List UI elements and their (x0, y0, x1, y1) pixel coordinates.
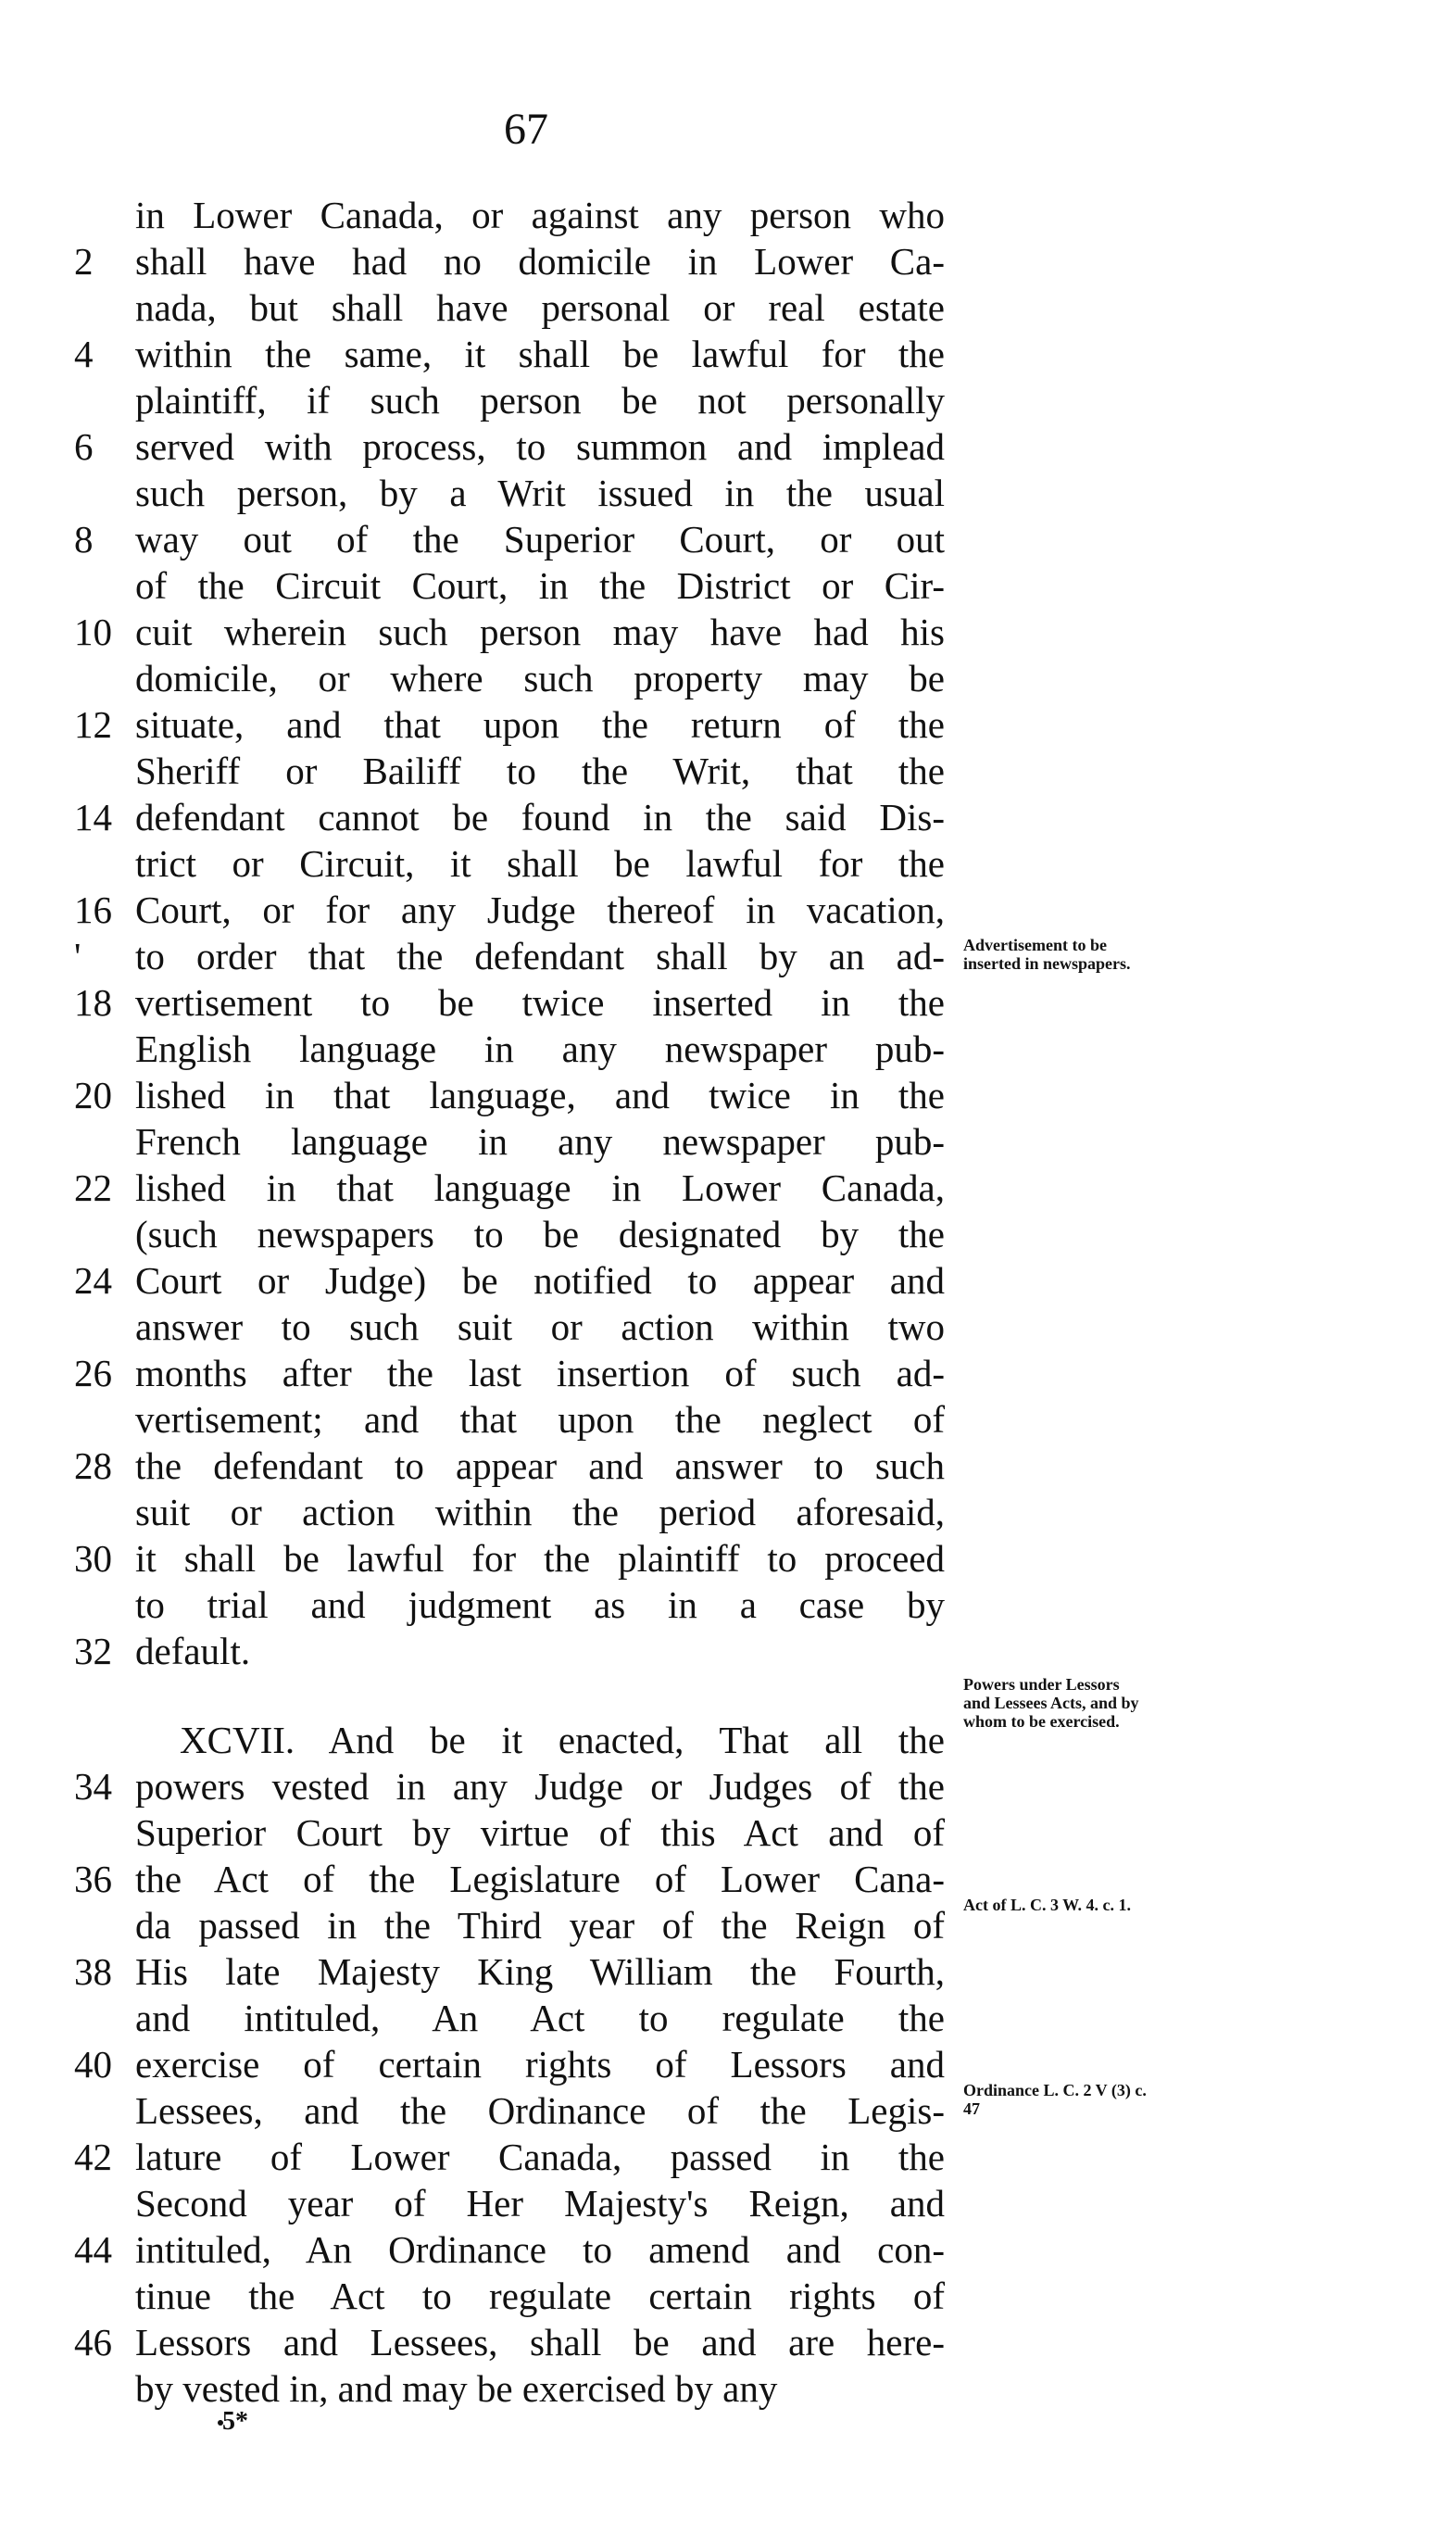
text-line (74, 979, 945, 1026)
text-line (74, 1535, 945, 1582)
text-line (74, 516, 945, 562)
line-text: the Act of the Legislature of Lower Cana- (135, 1858, 945, 1900)
line-text: Court, or for any Judge thereof in vacation, (135, 889, 945, 931)
line-text: trict or Circuit, it shall be lawful for the (135, 842, 945, 885)
line-text: French language in any newspaper pub- (135, 1120, 945, 1163)
line-number: 26 (74, 1352, 112, 1394)
line-text: Superior Court by virtue of this Act and of (135, 1811, 945, 1854)
line-text: lished in that language, and twice in the (135, 1074, 945, 1116)
line-number: 12 (74, 703, 112, 746)
text-line (74, 1902, 945, 1948)
line-number: 20 (74, 1074, 112, 1116)
line-number: 36 (74, 1858, 112, 1900)
line-number: 34 (74, 1765, 112, 1808)
line-text: served with process, to summon and implead (135, 425, 945, 468)
margin-note-powers: Powers under Lessors and Lessees Acts, and by whom to be exercised. (963, 1675, 1139, 1731)
line-text: exercise of certain rights of Lessors and (135, 2043, 945, 2086)
line-text: Lessors and Lessees, shall be and are here- (135, 2321, 945, 2363)
line-text: da passed in the Third year of the Reign of (135, 1904, 945, 1947)
margin-note-act: Act of L. C. 3 W. 4. c. 1. (963, 1896, 1131, 1914)
line-text: lished in that language in Lower Canada, (135, 1166, 945, 1209)
line-text: within the same, it shall be lawful for the (135, 333, 945, 375)
margin-note-ordinance: Ordinance L. C. 2 V (3) c. 47 (963, 2081, 1147, 2118)
line-text: nada, but shall have personal or real estate (135, 286, 945, 329)
text-line (74, 1489, 945, 1535)
line-text: XCVII. And be it enacted, That all the (180, 1719, 945, 1761)
line-text: His late Majesty King William the Fourth, (135, 1950, 945, 1993)
text-line (74, 238, 945, 284)
line-text: of the Circuit Court, in the District or Cir- (135, 564, 945, 607)
text-line (74, 840, 945, 887)
line-text: cuit wherein such person may have had his (135, 611, 945, 653)
text-line (74, 1211, 945, 1257)
body-text (74, 192, 945, 2412)
line-text: such person, by a Writ issued in the usual (135, 472, 945, 514)
paragraph-1 (74, 192, 945, 1674)
text-line (74, 933, 945, 979)
line-number: 44 (74, 2228, 112, 2271)
text-line (74, 1856, 945, 1902)
text-line (74, 1350, 945, 1396)
line-number: 2 (74, 240, 94, 283)
text-line (74, 2273, 945, 2319)
line-text: tinue the Act to regulate certain rights of (135, 2275, 945, 2317)
text-line (74, 470, 945, 516)
line-text: plaintiff, if such person be not personally (135, 379, 945, 422)
line-number: 38 (74, 1950, 112, 1993)
text-line (74, 562, 945, 609)
line-text: situate, and that upon the return of the (135, 703, 945, 746)
line-text: (such newspapers to be designated by the (135, 1213, 945, 1255)
line-number: 24 (74, 1259, 112, 1302)
line-number: 4 (74, 333, 94, 375)
line-number: ' (74, 935, 82, 977)
text-line (74, 2180, 945, 2226)
line-text: answer to such suit or action within two (135, 1305, 945, 1348)
line-text: Lessees, and the Ordinance of the Legis- (135, 2089, 945, 2132)
line-text: the defendant to appear and answer to such (135, 1444, 945, 1487)
text-line (74, 1396, 945, 1443)
text-line (74, 2319, 945, 2365)
paragraph-2 (74, 1717, 945, 2412)
line-number: 14 (74, 796, 112, 838)
page-number: 67 (504, 105, 548, 154)
line-text: by vested in, and may be exercised by any (135, 2367, 778, 2410)
line-number: 30 (74, 1537, 112, 1580)
text-line (74, 192, 945, 238)
line-text: in Lower Canada, or against any person who (135, 194, 945, 236)
line-number: 28 (74, 1444, 112, 1487)
line-text: Court or Judge) be notified to appear and (135, 1259, 945, 1302)
line-text: domicile, or where such property may be (135, 657, 945, 700)
line-number: 18 (74, 981, 112, 1024)
line-text: default. (135, 1630, 251, 1672)
text-line (74, 2134, 945, 2180)
text-line (74, 1948, 945, 1995)
signature-mark: 5* (222, 2407, 248, 2436)
margin-note-advertisement: Advertisement to be inserted in newspapers. (963, 936, 1131, 973)
line-text: shall have had no domicile in Lower Ca- (135, 240, 945, 283)
text-line (74, 2087, 945, 2134)
text-line (74, 1026, 945, 1072)
text-line (74, 794, 945, 840)
line-text: it shall be lawful for the plaintiff to proceed (135, 1537, 945, 1580)
line-text: way out of the Superior Court, or out (135, 518, 945, 561)
text-line (74, 748, 945, 794)
line-number: 10 (74, 611, 112, 653)
line-text: English language in any newspaper pub- (135, 1027, 945, 1070)
line-text: vertisement; and that upon the neglect of (135, 1398, 945, 1441)
line-number: 46 (74, 2321, 112, 2363)
line-number: 40 (74, 2043, 112, 2086)
line-text: vertisement to be twice inserted in the (135, 981, 945, 1024)
text-line (74, 1443, 945, 1489)
line-text: suit or action within the period aforesaid, (135, 1491, 945, 1533)
line-text: lature of Lower Canada, passed in the (135, 2136, 945, 2178)
line-number: 16 (74, 889, 112, 931)
text-line (74, 1165, 945, 1211)
line-text: and intituled, An Act to regulate the (135, 1997, 945, 2039)
text-line (74, 655, 945, 701)
text-line (74, 1809, 945, 1856)
text-line (74, 2226, 945, 2273)
text-line (74, 701, 945, 748)
text-line (74, 887, 945, 933)
text-line (74, 1582, 945, 1628)
line-text: to trial and judgment as in a case by (135, 1583, 945, 1626)
line-number: 42 (74, 2136, 112, 2178)
line-text: Sheriff or Bailiff to the Writ, that the (135, 750, 945, 792)
text-line (74, 377, 945, 423)
text-line (74, 1118, 945, 1165)
text-line (74, 1717, 945, 1763)
line-text: months after the last insertion of such ad- (135, 1352, 945, 1394)
line-text: intituled, An Ordinance to amend and con- (135, 2228, 945, 2271)
line-text: Second year of Her Majesty's Reign, and (135, 2182, 945, 2225)
text-line (74, 2041, 945, 2087)
line-text: to order that the defendant shall by an ad- (135, 935, 945, 977)
text-line (74, 1304, 945, 1350)
text-line (74, 1628, 945, 1674)
line-number: 22 (74, 1166, 112, 1209)
text-line (74, 331, 945, 377)
line-number: 6 (74, 425, 94, 468)
line-text: defendant cannot be found in the said Dis- (135, 796, 945, 838)
text-line (74, 1257, 945, 1304)
paragraph-gap (74, 1674, 945, 1717)
text-line (74, 423, 945, 470)
text-line (74, 1763, 945, 1809)
text-line (74, 284, 945, 331)
text-line (74, 1072, 945, 1118)
text-line (74, 1995, 945, 2041)
text-line (74, 2365, 945, 2412)
line-number: 32 (74, 1630, 112, 1672)
line-number: 8 (74, 518, 94, 561)
text-line (74, 609, 945, 655)
line-text: powers vested in any Judge or Judges of the (135, 1765, 945, 1808)
